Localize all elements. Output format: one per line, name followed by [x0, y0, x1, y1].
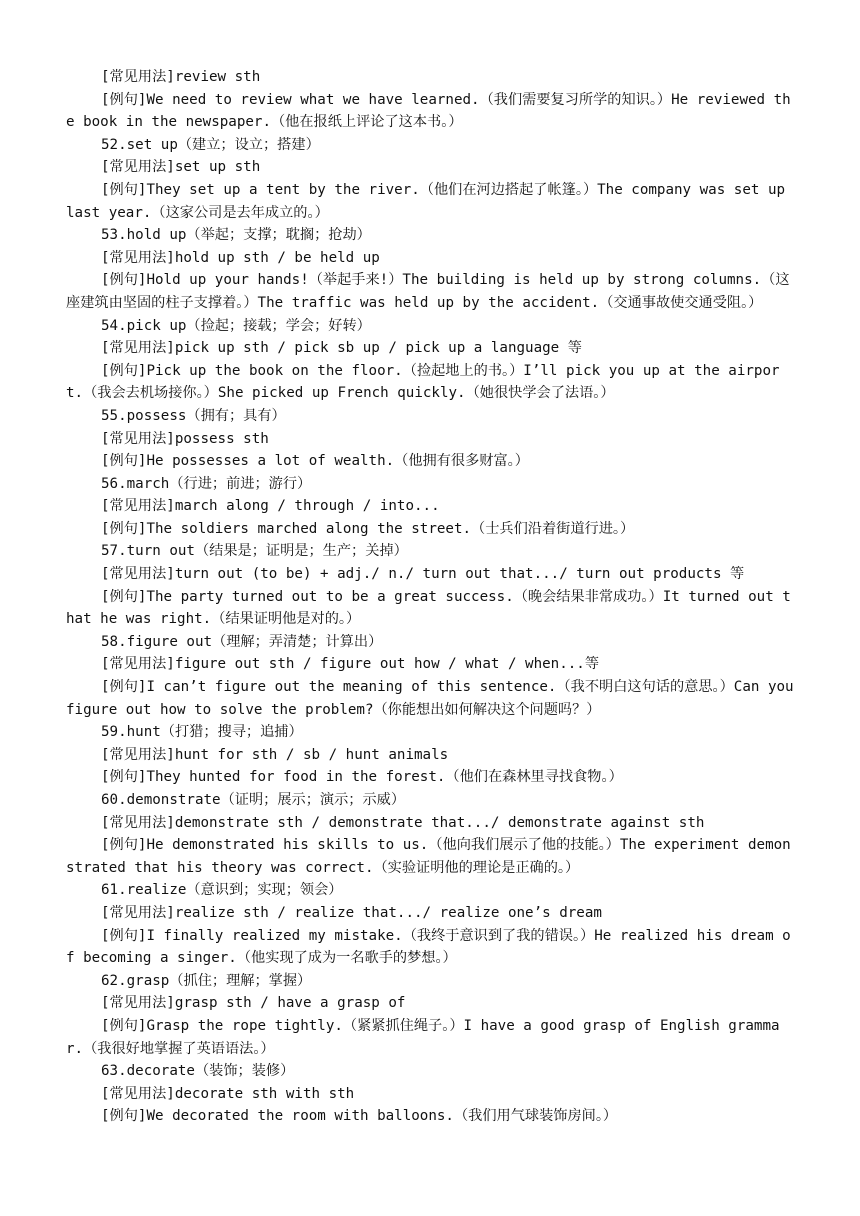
- example-line: [例句]We need to review what we have learned.（我们需要复习所学的知识。）He reviewed the book in the newspaper.（他在报纸上评论了这本书。）: [66, 91, 791, 131]
- example-line: [例句]He demonstrated his skills to us.（他向我们展示了他的技能。）The experiment demonstrated that his theory was correct.（实验证明他的理论是正确的。）: [66, 837, 791, 876]
- example-line: [例句]He possesses a lot of wealth.（他拥有很多财富。）: [101, 453, 529, 470]
- term-heading: 52.set up（建立；设立；搭建）: [101, 136, 320, 153]
- usage-line: [常见用法]march along / through / into...: [101, 498, 440, 515]
- usage-line: [常见用法]decorate sth with sth: [101, 1085, 355, 1102]
- usage-line: [常见用法]realize sth / realize that.../ realize one’s dream: [101, 904, 602, 921]
- example-line: [例句]I finally realized my mistake.（我终于意识到了我的错误。）He realized his dream of becoming a singer.（他实现了成为一名歌手的梦想。）: [66, 927, 791, 967]
- term-heading: 54.pick up（捡起；接载；学会；好转）: [101, 317, 371, 334]
- usage-line: [常见用法]grasp sth / have a grasp of: [101, 995, 406, 1012]
- example-line: [例句]They hunted for food in the forest.（他们在森林里寻找食物。）: [101, 769, 623, 786]
- term-heading: 60.demonstrate（证明；展示；演示；示威）: [101, 792, 406, 808]
- term-heading: 57.turn out（结果是；证明是；生产；关掉）: [101, 543, 408, 560]
- term-heading: 53.hold up（举起；支撑；耽搁；抢劫）: [101, 227, 371, 244]
- example-line: [例句]Pick up the book on the floor.（捡起地上的书。）I’ll pick you up at the airport.（我会去机场接你。）She picked up French quickly.（她很快学会了法语。）: [66, 362, 780, 402]
- term-heading: 58.figure out（理解；弄清楚；计算出）: [101, 633, 383, 650]
- usage-line: [常见用法]review sth: [101, 69, 261, 85]
- example-line: [例句]We decorated the room with balloons.（我们用气球装饰房间。）: [101, 1108, 618, 1125]
- term-heading: 62.grasp（抓住；理解；掌握）: [101, 972, 312, 989]
- example-line: [例句]Grasp the rope tightly.（紧紧抓住绳子。）I have a good grasp of English grammar.（我很好地掌握了英语语法。）: [66, 1017, 780, 1057]
- term-heading: 55.possess（拥有；具有）: [101, 407, 286, 424]
- usage-line: [常见用法]turn out (to be) + adj./ n./ turn out that.../ turn out products 等: [101, 566, 745, 583]
- document-page: [66, 66, 796, 1128]
- usage-line: [常见用法]possess sth: [101, 430, 269, 447]
- example-line: [例句]Hold up your hands!（举起手来!）The building is held up by strong columns.（这座建筑由坚固的柱子支撑着。）The traffic was held up by the accident.（交通事故使交通受阻。）: [66, 272, 790, 311]
- example-line: [例句]The party turned out to be a great success.（晚会结果非常成功。）It turned out that he was right.（结果证明他是对的。）: [66, 588, 791, 628]
- example-line: [例句]They set up a tent by the river.（他们在河边搭起了帐篷。）The company was set up last year.（这家公司是去年成立的。）: [66, 181, 786, 221]
- example-line: [例句]The soldiers marched along the street.（士兵们沿着街道行进。）: [101, 520, 635, 537]
- usage-line: [常见用法]pick up sth / pick sb up / pick up a language 等: [101, 340, 582, 357]
- usage-line: [常见用法]figure out sth / figure out how / what / when...等: [101, 656, 600, 673]
- usage-line: [常见用法]hunt for sth / sb / hunt animals: [101, 746, 449, 763]
- usage-line: [常见用法]demonstrate sth / demonstrate that.../ demonstrate against sth: [101, 814, 705, 831]
- term-heading: 56.march（行进；前进；游行）: [101, 475, 312, 492]
- usage-line: [常见用法]hold up sth / be held up: [101, 249, 380, 266]
- term-heading: 61.realize（意识到；实现；领会）: [101, 882, 343, 899]
- usage-line: [常见用法]set up sth: [101, 159, 261, 176]
- term-heading: 59.hunt（打猎；搜寻；追捕）: [101, 724, 303, 741]
- example-line: [例句]I can’t figure out the meaning of this sentence.（我不明白这句话的意思。）Can you figure out how to solve the problem?（你能想出如何解决这个问题吗？）: [66, 679, 794, 718]
- term-heading: 63.decorate（装饰；装修）: [101, 1063, 295, 1080]
